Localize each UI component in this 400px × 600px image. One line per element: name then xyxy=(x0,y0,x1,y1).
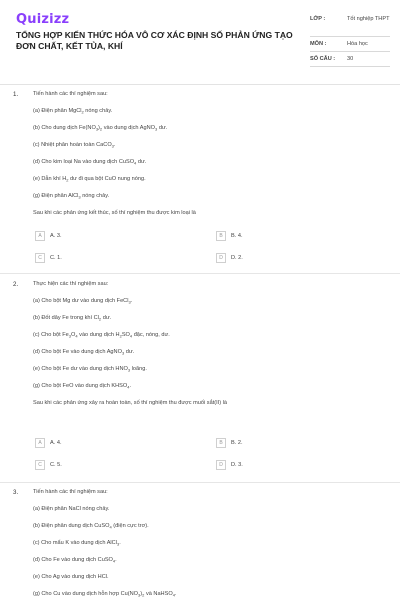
statement-b: (b) Đốt dây Fe trong khí $Cl_2$ dư. xyxy=(33,315,112,322)
option-text: C. 5. xyxy=(50,462,62,468)
question-divider xyxy=(0,273,400,274)
option-letter-box: C xyxy=(35,460,45,470)
statement-g: (g) Điện phân AlCl$_3$ nóng chảy. xyxy=(33,193,110,200)
option-text: B. 4. xyxy=(231,233,243,239)
option-letter-box: D xyxy=(216,253,226,263)
option-text: D. 2. xyxy=(231,255,243,261)
worksheet-header xyxy=(0,0,400,78)
option-text: D. 3. xyxy=(231,462,243,468)
statement-d: (d) Cho Fe vào dung dịch CuSO$_4$. xyxy=(33,557,117,564)
question-number: 1. xyxy=(13,91,19,98)
meta-grade xyxy=(310,12,390,37)
question-conclusion: Sau khi các phản ứng xảy ra hoàn toàn, số thí nghiệm thu được muối sắt(II) là xyxy=(33,400,227,406)
meta-count-value: 30 xyxy=(347,56,354,62)
statement-b: (b) Điện phân dung dịch CuSO$_4$ (điện cực trơ). xyxy=(33,523,149,530)
question-intro: Tiến hành các thí nghiệm sau: xyxy=(33,489,108,495)
statement-g: (g) Cho Cu vào dung dịch hỗn hợp $Cu(NO_3)_2$ và NaHSO$_4$. xyxy=(33,591,177,598)
option-c[interactable] xyxy=(35,460,62,470)
option-text: B. 2. xyxy=(231,440,243,446)
statement-b: (b) Cho dung dịch $Fe(NO_3)_2$ vào dung dịch AgNO$_3$ dư. xyxy=(33,125,168,132)
option-letter-box: A xyxy=(35,438,45,448)
worksheet-title: TỔNG HỢP KIẾN THỨC HÓA VÔ CƠ XÁC ĐỊNH SỐ PHẢN ỨNG TẠO ĐƠN CHẤT, KẾT TỦA, KHÍ xyxy=(16,30,293,51)
option-a[interactable] xyxy=(35,231,62,241)
option-text: A. 4. xyxy=(50,440,62,446)
option-c[interactable] xyxy=(35,253,62,263)
meta-count-label: SỐ CÂU : xyxy=(310,56,336,62)
statement-a: (a) Điện phân NaCl nóng chảy. xyxy=(33,506,110,512)
option-letter-box: B xyxy=(216,438,226,448)
question-divider xyxy=(0,482,400,483)
statement-e: (e) Cho Ag vào dung dịch HCl. xyxy=(33,574,109,580)
statement-a: (a) Điện phân MgCl$_2$ nóng chảy. xyxy=(33,108,113,115)
option-text: C. 1. xyxy=(50,255,62,261)
question-number: 3. xyxy=(13,489,19,496)
option-letter-box: C xyxy=(35,253,45,263)
question-intro: Thực hiện các thí nghiệm sau: xyxy=(33,281,109,287)
option-letter-box: A xyxy=(35,231,45,241)
option-a[interactable] xyxy=(35,438,62,448)
option-letter-box: D xyxy=(216,460,226,470)
statement-c: (c) Cho mẩu K vào dung dịch AlCl$_3$. xyxy=(33,540,121,547)
meta-subject-value: Hóa học xyxy=(347,41,368,47)
question-intro: Tiến hành các thí nghiệm sau: xyxy=(33,91,108,97)
meta-grade-value: Tốt nghiệp THPT xyxy=(347,16,390,22)
meta-subject-label: MÔN : xyxy=(310,41,327,47)
question-number: 2. xyxy=(13,281,19,288)
statement-e: (e) Dẫn khí $H_2$ dư đi qua bột CuO nung nóng. xyxy=(33,176,146,183)
statement-d: (d) Cho kim loại Na vào dung dịch CuSO$_4$ dư. xyxy=(33,159,147,166)
option-b[interactable] xyxy=(216,231,243,241)
meta-count xyxy=(310,52,390,67)
worksheet-meta xyxy=(310,12,390,67)
statement-d: (d) Cho bột Fe vào dung dịch AgNO$_3$ dư. xyxy=(33,349,135,356)
meta-grade-label: LỚP : xyxy=(310,16,326,22)
option-d[interactable] xyxy=(216,253,243,263)
option-letter-box: B xyxy=(216,231,226,241)
statement-a: (a) Cho bột Mg dư vào dung dịch FeCl$_3$. xyxy=(33,298,133,305)
quizizz-logo: Quizizz xyxy=(16,12,70,27)
statement-c: (c) Cho bột $Fe_3O_4$ vào dung dịch $H_2SO_4$ đặc, nóng, dư. xyxy=(33,332,170,339)
question-conclusion: Sau khi các phản ứng kết thúc, số thí nghiệm thu được kim loại là xyxy=(33,210,196,216)
statement-e: (e) Cho bột Fe dư vào dung dịch $HNO_3$ loãng. xyxy=(33,366,147,373)
option-b[interactable] xyxy=(216,438,243,448)
meta-subject xyxy=(310,37,390,52)
statement-g: (g) Cho bột FeO vào dung dịch $KHSO_4$. xyxy=(33,383,132,390)
header-divider xyxy=(0,84,400,85)
statement-c: (c) Nhiệt phân hoàn toàn CaCO$_3$. xyxy=(33,142,116,149)
option-d[interactable] xyxy=(216,460,243,470)
option-text: A. 3. xyxy=(50,233,62,239)
